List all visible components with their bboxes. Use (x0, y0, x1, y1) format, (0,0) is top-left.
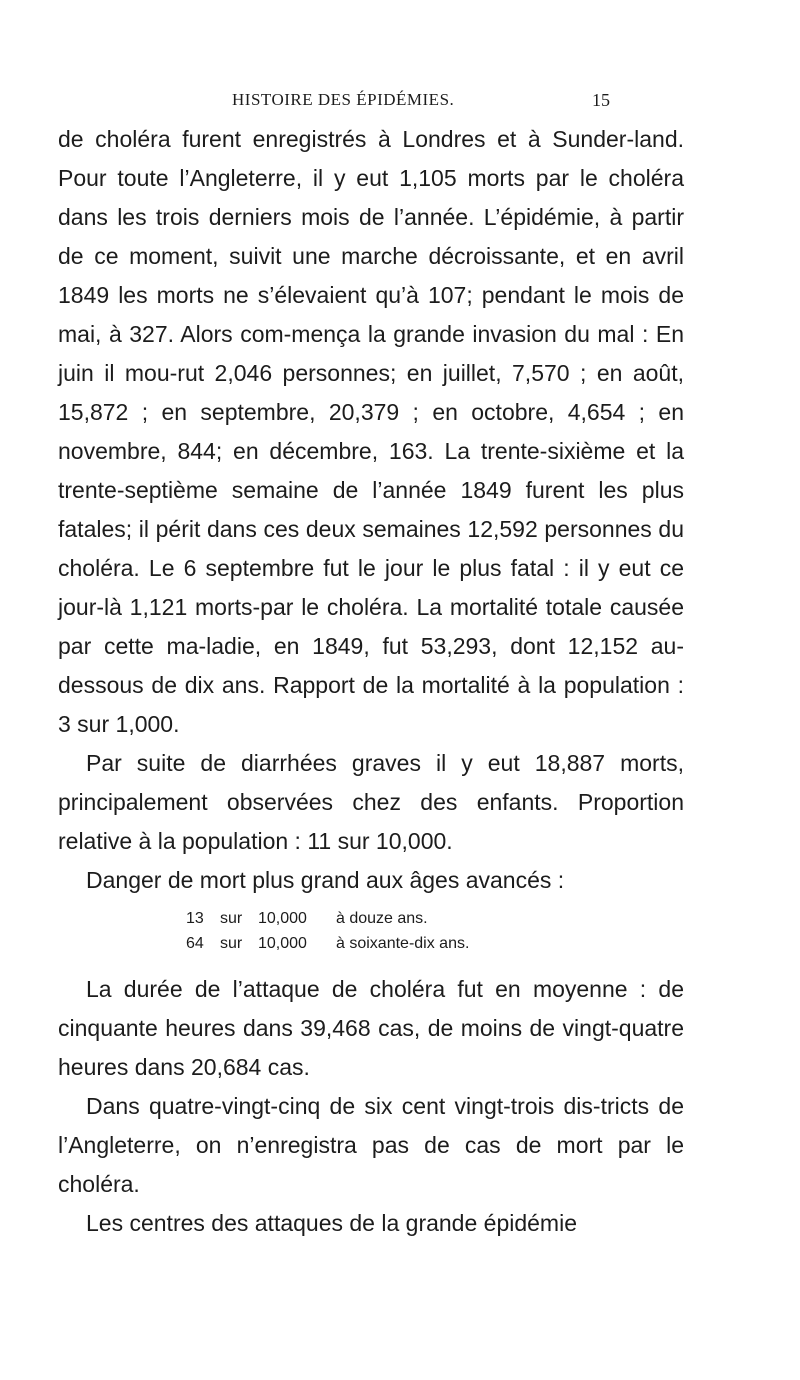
age-mortality-table (186, 906, 684, 956)
table-row (186, 931, 684, 956)
page-number: 15 (592, 90, 610, 110)
paragraph-epidemic-centers: Les centres des attaques de la grande épidémie (86, 1210, 577, 1236)
paragraph-age-danger: Danger de mort plus grand aux âges avancés : (86, 867, 565, 893)
paragraph-diarrhea-deaths: Par suite de diarrhées graves il y eut 18,887 morts, principalement observées chez des enfants. Proportion relative à la population : 11 sur 10,000. (58, 750, 684, 854)
table-row (186, 906, 684, 931)
paragraph-cholera-statistics: de choléra furent enregistrés à Londres et à Sunder-land. Pour toute l’Angleterre, il y eut 1,105 morts par le choléra dans les trois derniers mois de l’année. L’épidémie, à partir de ce moment, suivit une marche décroissante, et en avril 1849 les morts ne s’élevaient qu’à 107; pendant le mois de mai, à 327. Alors com-mença la grande invasion du mal : En juin il mou-rut 2,046 personnes; en juillet, 7,570 ; en août, 15,872 ; en septembre, 20,379 ; en octobre, 4,654 ; en novembre, 844; en décembre, 163. La trente-sixième et la trente-septième semaine de l’année 1849 furent les plus fatales; il périt dans ces deux semaines 12,592 personnes du choléra. Le 6 septembre fut le jour le plus fatal : il y eut ce jour-là 1,121 morts-par le choléra. La mortalité totale causée par cette ma-ladie, en 1849, fut 53,293, dont 12,152 au-dessous de dix ans. Rapport de la mortalité à la population : 3 sur 1,000. (58, 126, 684, 737)
body-text (58, 120, 684, 1243)
table-cell-base: 10,000 (258, 910, 307, 927)
paragraph-districts: Dans quatre-vingt-cinq de six cent vingt-trois dis-tricts de l’Angleterre, on n’enregistra pas de cas de mort par le choléra. (58, 1093, 684, 1197)
table-cell-count: 13 (186, 910, 204, 927)
paragraph-attack-duration: La durée de l’attaque de choléra fut en moyenne : de cinquante heures dans 39,468 cas, de moins de vingt-quatre heures dans 20,684 cas. (58, 976, 684, 1080)
table-cell-base: 10,000 (258, 935, 307, 952)
table-cell-sur: sur (220, 910, 243, 927)
table-cell-sur: sur (220, 935, 243, 952)
running-header: HISTOIRE DES ÉPIDÉMIES. (232, 90, 455, 109)
table-cell-age: à soixante-dix ans. (336, 935, 470, 952)
table-cell-count: 64 (186, 935, 204, 952)
table-cell-age: à douze ans. (336, 910, 428, 927)
